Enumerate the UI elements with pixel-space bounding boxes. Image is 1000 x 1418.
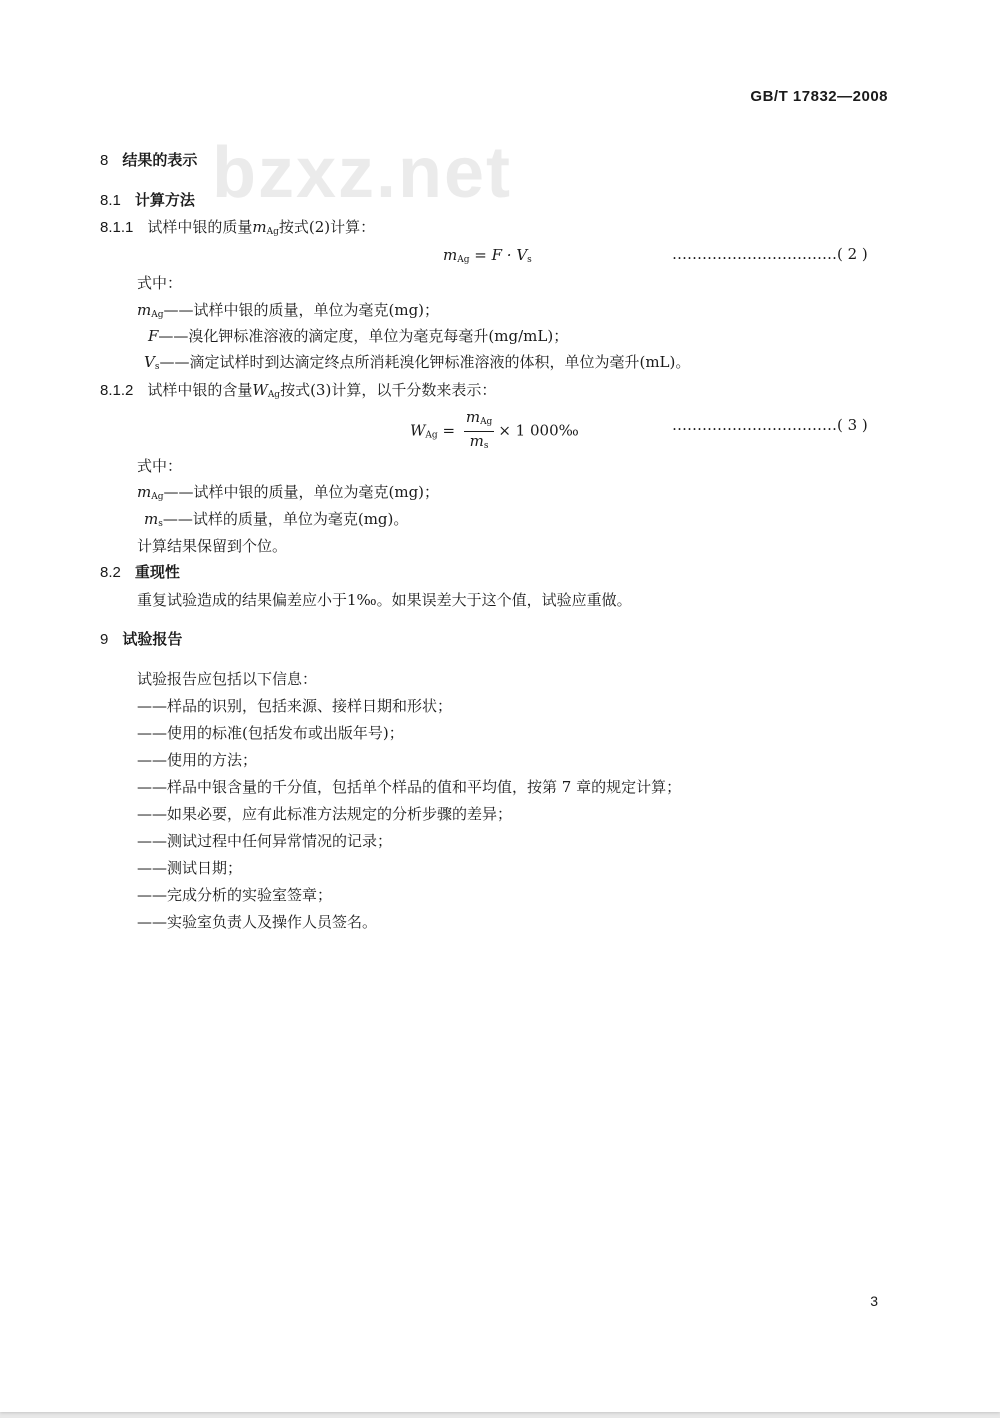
symbol: m [252, 218, 267, 236]
fraction [464, 408, 495, 455]
definition-text: ——溴化钾标准溶液的滴定度，单位为毫克每毫升(mg/mL)； [158, 327, 569, 345]
subscript: s [527, 255, 532, 265]
report-item: ——样品的识别，包括来源、接样日期和形状； [137, 697, 453, 715]
formula-2 [443, 245, 532, 270]
report-item: ——使用的标准(包括发布或出版年号)； [137, 724, 404, 742]
formula-label: ( 3 ) [837, 416, 868, 434]
section-title: 结果的表示 [122, 151, 198, 169]
leader-dots: …………………………… [672, 245, 837, 263]
formula-2-leader [672, 245, 868, 263]
section-title: 计算方法 [134, 191, 195, 209]
definition-f [148, 326, 568, 346]
report-item: ——完成分析的实验室签章； [137, 886, 333, 904]
report-item: ——如果必要，应有此标准方法规定的分析步骤的差异； [137, 805, 513, 823]
clause-text: 试样中银的含量 [147, 381, 253, 399]
formula-symbol: m [469, 432, 484, 450]
subscript: Ag [151, 492, 164, 502]
definition-text: ——试样中银的质量，单位为毫克(mg)； [163, 301, 440, 319]
section-number: 9 [100, 631, 109, 648]
section-8-heading [100, 150, 197, 171]
subscript: s [158, 519, 163, 529]
subscript: Ag [151, 310, 164, 320]
symbol: m [137, 301, 152, 319]
subscript: s [154, 362, 160, 372]
section-number: 8 [100, 152, 109, 169]
definition-text: ——滴定试样时到达滴定终点所消耗溴化钾标准溶液的体积，单位为毫升(mL)。 [159, 353, 691, 371]
standard-code-header: GB/T 17832—2008 [750, 88, 888, 105]
clause-text: 按式(3)计算，以千分数来表示： [280, 381, 497, 399]
section-9-heading [100, 629, 182, 650]
formula-rhs: = F · V [469, 246, 528, 264]
subscript: Ag [457, 255, 470, 265]
leader-dots: …………………………… [672, 416, 837, 434]
fraction-numerator [464, 408, 495, 432]
clause-text: 试样中银的质量 [147, 218, 253, 236]
section-title: 重现性 [134, 563, 180, 581]
section-title: 试验报告 [122, 630, 183, 648]
equals-sign: = [442, 421, 456, 440]
report-item: ——测试日期； [137, 859, 243, 877]
clause-8-1-2 [100, 380, 496, 405]
formula-symbol: m [465, 408, 481, 426]
report-item: ——测试过程中任何异常情况的记录； [137, 832, 393, 850]
definition-v-s [144, 352, 690, 377]
definition-text: ——试样的质量，单位为毫克(mg)。 [162, 510, 409, 528]
definition-m-ag [137, 482, 439, 507]
formula-3-leader [672, 416, 868, 434]
symbol: V [144, 353, 155, 371]
subscript: Ag [266, 227, 279, 237]
formula-symbol: W [410, 421, 426, 440]
rounding-note: 计算结果保留到个位。 [137, 537, 288, 555]
reproducibility-text: 重复试验造成的结果偏差应小于1‰。如果误差大于这个值，试验应重做。 [137, 591, 632, 609]
section-number: 8.2 [100, 564, 121, 581]
where-label: 式中： [137, 457, 183, 475]
report-intro: 试验报告应包括以下信息： [137, 670, 318, 688]
symbol: m [144, 510, 159, 528]
formula-symbol: m [443, 246, 458, 264]
symbol: m [137, 483, 152, 501]
formula-3 [410, 408, 579, 455]
report-item: ——样品中银含量的千分值，包括单个样品的值和平均值，按第 7 章的规定计算； [137, 778, 682, 796]
subscript: Ag [267, 390, 281, 400]
definition-text: ——试样中银的质量，单位为毫克(mg)； [163, 483, 440, 501]
section-8-2-heading [100, 562, 180, 583]
section-8-1-heading [100, 190, 195, 211]
symbol: F [148, 327, 159, 345]
clause-number: 8.1.1 [100, 219, 134, 236]
clause-8-1-1 [100, 217, 375, 242]
subscript: Ag [480, 417, 493, 427]
fraction-denominator [464, 432, 495, 455]
formula-label: ( 2 ) [837, 245, 868, 263]
watermark: bzxz.net [212, 133, 513, 213]
report-item: ——实验室负责人及操作人员签名。 [137, 913, 378, 931]
formula-tail: × 1 000‰ [498, 421, 579, 440]
clause-number: 8.1.2 [100, 382, 134, 399]
page-number: 3 [870, 1293, 878, 1309]
clause-text: 按式(2)计算： [278, 218, 376, 236]
report-item: ——使用的方法； [137, 751, 258, 769]
subscript: Ag [425, 430, 438, 441]
definition-m-ag [137, 300, 439, 325]
section-number: 8.1 [100, 192, 121, 209]
where-label: 式中： [137, 274, 183, 292]
definition-m-s [144, 509, 408, 534]
symbol: W [252, 381, 268, 399]
subscript: s [483, 441, 489, 451]
